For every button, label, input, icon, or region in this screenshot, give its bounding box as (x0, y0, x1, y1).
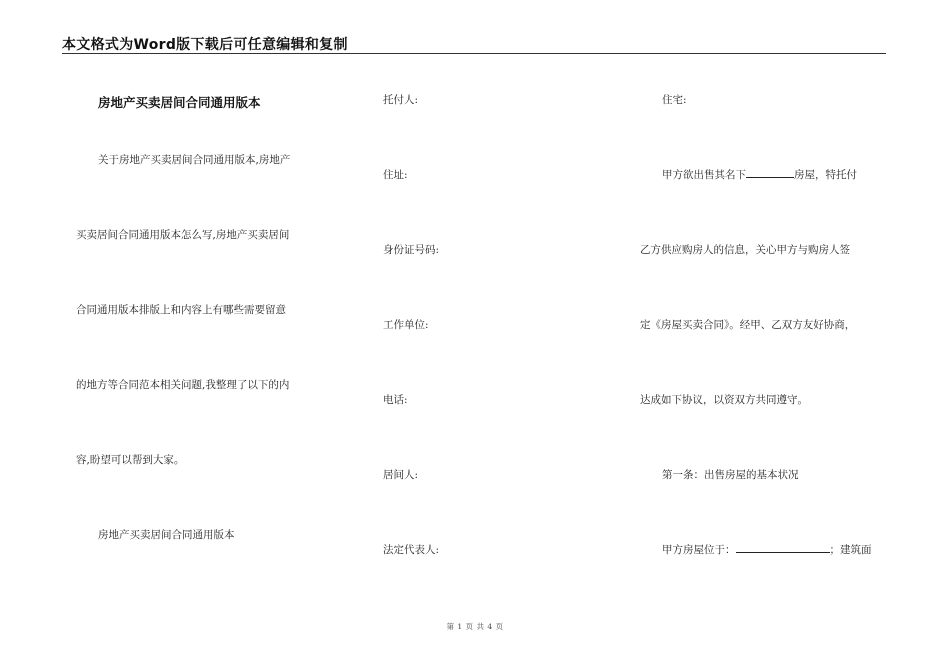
blank-underline (746, 168, 794, 178)
paragraph-line: 容,盼望可以帮到大家。 (76, 454, 185, 466)
section-heading: 房地产买卖居间合同通用版本 (98, 529, 235, 541)
field-label-broker: 居间人: (383, 469, 419, 481)
blank-underline (736, 543, 830, 553)
paragraph-line (640, 543, 872, 557)
text-segment: 甲方欲出售其名下 (662, 169, 746, 181)
field-label-id-number: 身份证号码: (383, 244, 440, 256)
paragraph-line: 乙方供应购房人的信息，关心甲方与购房人签 (640, 244, 850, 256)
field-label-workplace: 工作单位: (383, 319, 429, 331)
paragraph-line: 买卖居间合同通用版本怎么写,房地产买卖居间 (76, 229, 290, 241)
field-label-residence: 住宅: (662, 94, 687, 106)
field-label-address: 住址: (383, 169, 408, 181)
clause-heading: 第一条：出售房屋的基本状况 (662, 469, 799, 481)
document-title: 房地产买卖居间合同通用版本 (98, 95, 261, 110)
paragraph-line: 达成如下协议，以资双方共同遵守。 (640, 394, 808, 406)
text-segment: ；建筑面 (829, 544, 872, 556)
paragraph-line (640, 168, 857, 182)
paragraph-line: 关于房地产买卖居间合同通用版本,房地产 (98, 154, 291, 166)
page-footer: 第 1 页 共 4 页 (446, 622, 504, 631)
paragraph-line: 合同通用版本排版上和内容上有哪些需要留意 (76, 304, 286, 316)
field-label-client: 托付人: (383, 94, 419, 106)
document-header (62, 32, 886, 54)
header-text: 本文格式为Word版下载后可任意编辑和复制 (62, 37, 348, 53)
text-segment: 甲方房屋位于： (662, 544, 736, 556)
paragraph-line: 的地方等合同范本相关问题,我整理了以下的内 (76, 379, 290, 391)
field-label-legal-rep: 法定代表人: (383, 544, 440, 556)
paragraph-line: 定《房屋买卖合同》。经甲、乙双方友好协商， (640, 319, 856, 331)
field-label-phone: 电话: (383, 394, 408, 406)
text-segment: 房屋，特托付 (794, 169, 857, 181)
